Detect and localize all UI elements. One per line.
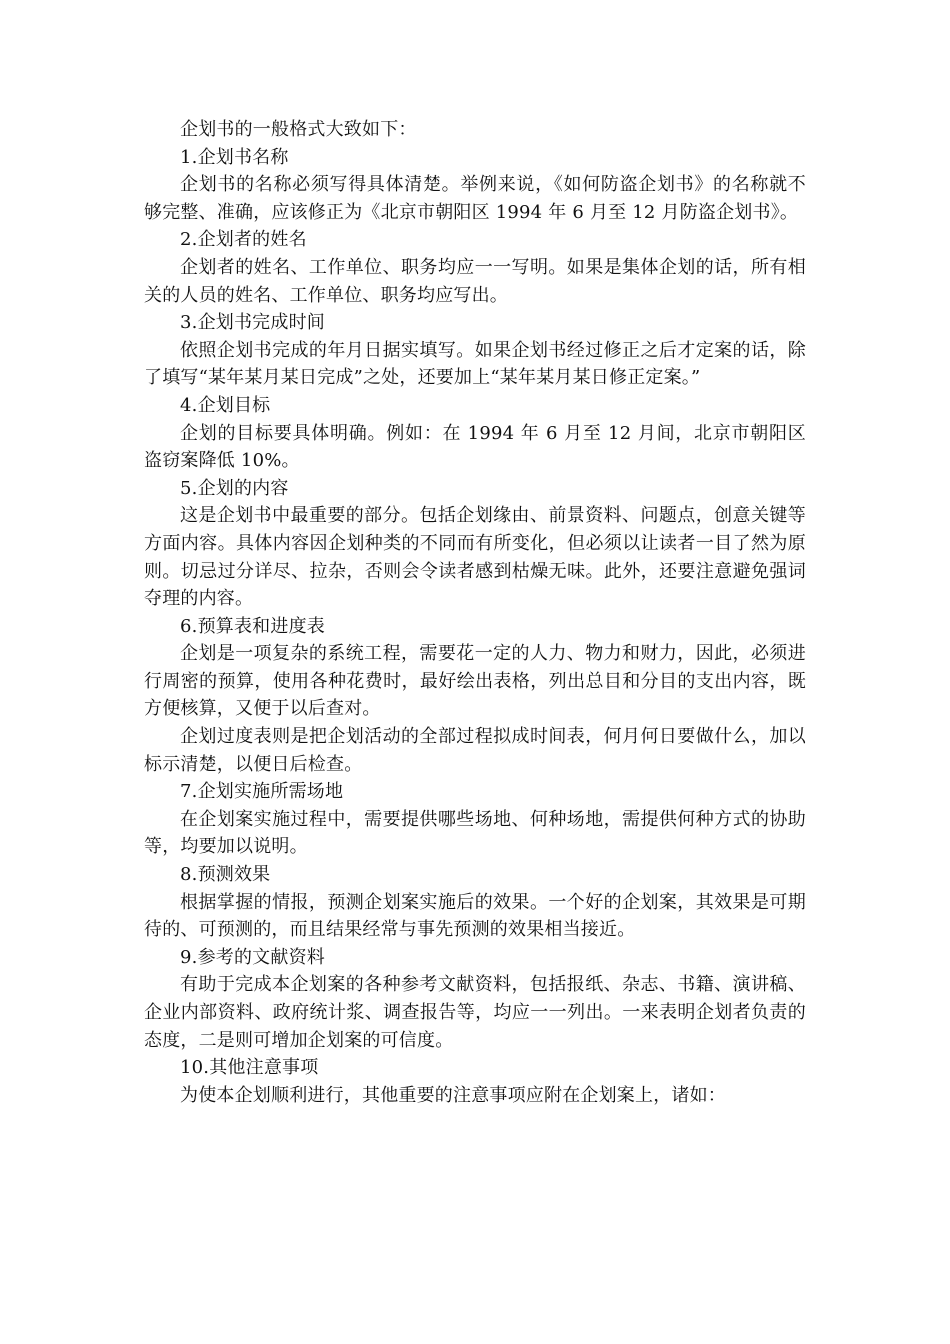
section-heading: 10.其他注意事项 xyxy=(180,1057,319,1079)
section-paragraph: 企划书的名称必须写得具体清楚。举例来说，《如何防盗企划书》的名称就不够完整、准确，应该修正为《北京市朝阳区 1994 年 6 月至 12 月防盗企划书》。 xyxy=(144,174,806,223)
section-paragraph: 企划者的姓名、工作单位、职务均应一一写明。如果是集体企划的话，所有相关的人员的姓名、工作单位、职务均应写出。 xyxy=(144,256,806,306)
section-heading: 2.企划者的姓名 xyxy=(180,229,307,251)
section-heading: 3.企划书完成时间 xyxy=(180,312,325,334)
section-paragraph: 这是企划书中最重要的部分。包括企划缘由、前景资料、问题点，创意关键等方面内容。具体内容因企划种类的不同而有所变化，但必须以让读者一目了然为原则。切忌过分详尽、拉杂，否则会令读者感到枯燥无味。此外，还要注意避免强词夺理的内容。 xyxy=(144,505,806,610)
section-paragraph: 企划过度表则是把企划活动的全部过程拟成时间表，何月何日要做什么，加以标示清楚，以便日后检查。 xyxy=(144,726,806,775)
section-paragraph: 企划是一项复杂的系统工程，需要花一定的人力、物力和财力，因此，必须进行周密的预算，使用各种花费时，最好绘出表格，列出总目和分目的支出内容，既方便核算，又便于以后查对。 xyxy=(144,643,806,720)
section-heading: 5.企划的内容 xyxy=(180,477,289,499)
document-body xyxy=(144,116,806,1109)
section-heading: 4.企划目标 xyxy=(180,394,271,416)
intro-line: 企划书的一般格式大致如下： xyxy=(180,119,417,140)
section-paragraph: 有助于完成本企划案的各种参考文献资料，包括报纸、杂志、书籍、演讲稿、企业内部资料、政府统计浆、调查报告等，均应一一列出。一来表明企划者负责的态度，二是则可增加企划案的可信度。 xyxy=(144,974,806,1051)
section-paragraph: 为使本企划顺利进行，其他重要的注意事项应附在企划案上，诸如： xyxy=(180,1084,726,1106)
section-paragraph: 在企划案实施过程中，需要提供哪些场地、何种场地，需提供何种方式的协助等，均要加以说明。 xyxy=(144,808,806,858)
section-heading: 6.预算表和进度表 xyxy=(180,615,325,637)
section-paragraph: 根据掌握的情报，预测企划案实施后的效果。一个好的企划案，其效果是可期待的、可预测的，而且结果经常与事先预测的效果相当接近。 xyxy=(144,891,806,941)
section-heading: 7.企划实施所需场地 xyxy=(180,781,344,803)
section-heading: 8.预测效果 xyxy=(180,864,271,886)
section-paragraph: 企划的目标要具体明确。例如：在 1994 年 6 月至 12 月间，北京市朝阳区盗窃案降低 10%。 xyxy=(144,422,806,472)
section-heading: 9.参考的文献资料 xyxy=(180,946,325,968)
section-paragraph: 依照企划书完成的年月日据实填写。如果企划书经过修正之后才定案的话，除了填写“某年某月某日完成”之处，还要加上“某年某月某日修正定案。” xyxy=(144,339,806,389)
section-heading: 1.企划书名称 xyxy=(180,146,289,168)
